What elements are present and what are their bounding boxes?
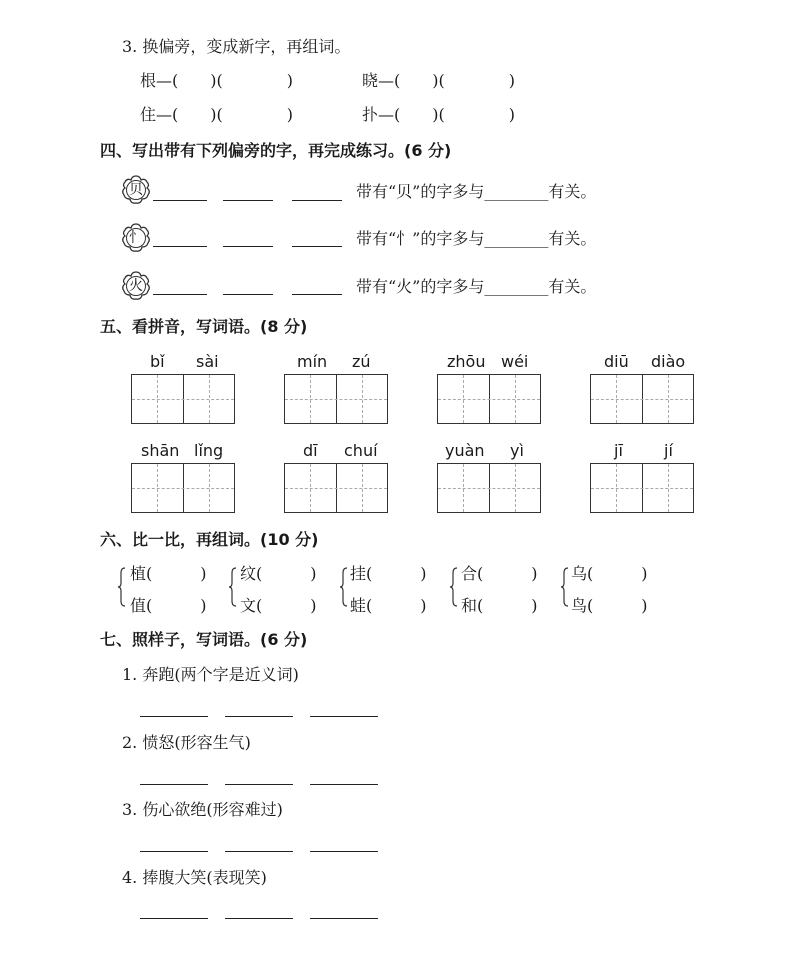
compare-word: 鸟( ) xyxy=(571,596,648,615)
pinyin-label: jī xyxy=(614,441,623,460)
answer-blank[interactable] xyxy=(292,294,342,295)
answer-blank[interactable] xyxy=(310,784,378,785)
writing-grid[interactable] xyxy=(131,374,235,424)
compare-word: 挂( ) xyxy=(350,564,427,583)
word-item: 根—( )( ) xyxy=(140,71,293,90)
section-7-title: 七、照样子，写词语。(6 分) xyxy=(100,630,308,649)
example-item: 1. 奔跑(两个字是近义词) xyxy=(122,665,299,684)
radical-hint: 带有“贝”的字多与________有关。 xyxy=(356,182,597,201)
writing-grid[interactable] xyxy=(437,374,541,424)
answer-blank[interactable] xyxy=(140,918,208,919)
pinyin-label: zhōu xyxy=(447,352,486,371)
answer-blank[interactable] xyxy=(310,716,378,717)
pinyin-label: sài xyxy=(196,352,219,371)
compare-word: 纹( ) xyxy=(240,564,317,583)
brace-icon xyxy=(229,567,237,607)
compare-word: 和( ) xyxy=(461,596,538,615)
pinyin-label: yuàn xyxy=(445,441,485,460)
pinyin-label: dī xyxy=(303,441,318,460)
writing-grid[interactable] xyxy=(590,463,694,513)
radical-flower-icon xyxy=(120,222,152,254)
example-item: 4. 捧腹大笑(表现笑) xyxy=(122,868,267,887)
answer-blank[interactable] xyxy=(223,200,273,201)
pinyin-label: zú xyxy=(352,352,371,371)
radical-label: 火 xyxy=(129,278,143,294)
pinyin-label: yì xyxy=(510,441,524,460)
pinyin-label: mín xyxy=(297,352,328,371)
answer-blank[interactable] xyxy=(140,716,208,717)
section-5-title: 五、看拼音，写词语。(8 分) xyxy=(100,317,308,336)
answer-blank[interactable] xyxy=(153,200,207,201)
radical-hint: 带有“火”的字多与________有关。 xyxy=(356,277,597,296)
pinyin-label: bǐ xyxy=(150,352,165,371)
compare-word: 值( ) xyxy=(130,596,207,615)
word-item: 住—( )( ) xyxy=(140,105,293,124)
section-6-title: 六、比一比，再组词。(10 分) xyxy=(100,530,319,549)
answer-blank[interactable] xyxy=(223,294,273,295)
radical-label: 忄 xyxy=(129,230,143,246)
answer-blank[interactable] xyxy=(223,246,273,247)
answer-blank[interactable] xyxy=(140,784,208,785)
writing-grid[interactable] xyxy=(131,463,235,513)
brace-icon xyxy=(340,567,348,607)
pinyin-label: diào xyxy=(651,352,686,371)
compare-word: 乌( ) xyxy=(571,564,648,583)
writing-grid[interactable] xyxy=(590,374,694,424)
answer-blank[interactable] xyxy=(225,716,293,717)
pinyin-label: jí xyxy=(664,441,673,460)
radical-flower-icon xyxy=(120,174,152,206)
word-item: 扑—( )( ) xyxy=(362,105,515,124)
answer-blank[interactable] xyxy=(225,918,293,919)
writing-grid[interactable] xyxy=(284,374,388,424)
radical-hint: 带有“忄”的字多与________有关。 xyxy=(356,229,597,248)
answer-blank[interactable] xyxy=(153,246,207,247)
radical-flower-icon xyxy=(120,270,152,302)
writing-grid[interactable] xyxy=(437,463,541,513)
answer-blank[interactable] xyxy=(292,246,342,247)
compare-word: 蛙( ) xyxy=(350,596,427,615)
answer-blank[interactable] xyxy=(310,851,378,852)
pinyin-label: diū xyxy=(604,352,629,371)
answer-blank[interactable] xyxy=(292,200,342,201)
question-3-title: 3. 换偏旁，变成新字，再组词。 xyxy=(122,37,351,56)
pinyin-label: shān xyxy=(141,441,180,460)
pinyin-label: wéi xyxy=(501,352,529,371)
writing-grid[interactable] xyxy=(284,463,388,513)
compare-word: 合( ) xyxy=(461,564,538,583)
radical-label: 贝 xyxy=(129,182,143,198)
answer-blank[interactable] xyxy=(225,851,293,852)
compare-word: 植( ) xyxy=(130,564,207,583)
brace-icon xyxy=(450,567,458,607)
word-item: 晓—( )( ) xyxy=(362,71,515,90)
example-item: 3. 伤心欲绝(形容难过) xyxy=(122,800,283,819)
section-4-title: 四、写出带有下列偏旁的字，再完成练习。(6 分) xyxy=(100,141,452,160)
example-item: 2. 愤怒(形容生气) xyxy=(122,733,251,752)
compare-word: 文( ) xyxy=(240,596,317,615)
answer-blank[interactable] xyxy=(140,851,208,852)
brace-icon xyxy=(118,567,126,607)
answer-blank[interactable] xyxy=(310,918,378,919)
pinyin-label: chuí xyxy=(344,441,378,460)
answer-blank[interactable] xyxy=(153,294,207,295)
pinyin-label: lǐng xyxy=(194,441,224,460)
answer-blank[interactable] xyxy=(225,784,293,785)
brace-icon xyxy=(561,567,569,607)
